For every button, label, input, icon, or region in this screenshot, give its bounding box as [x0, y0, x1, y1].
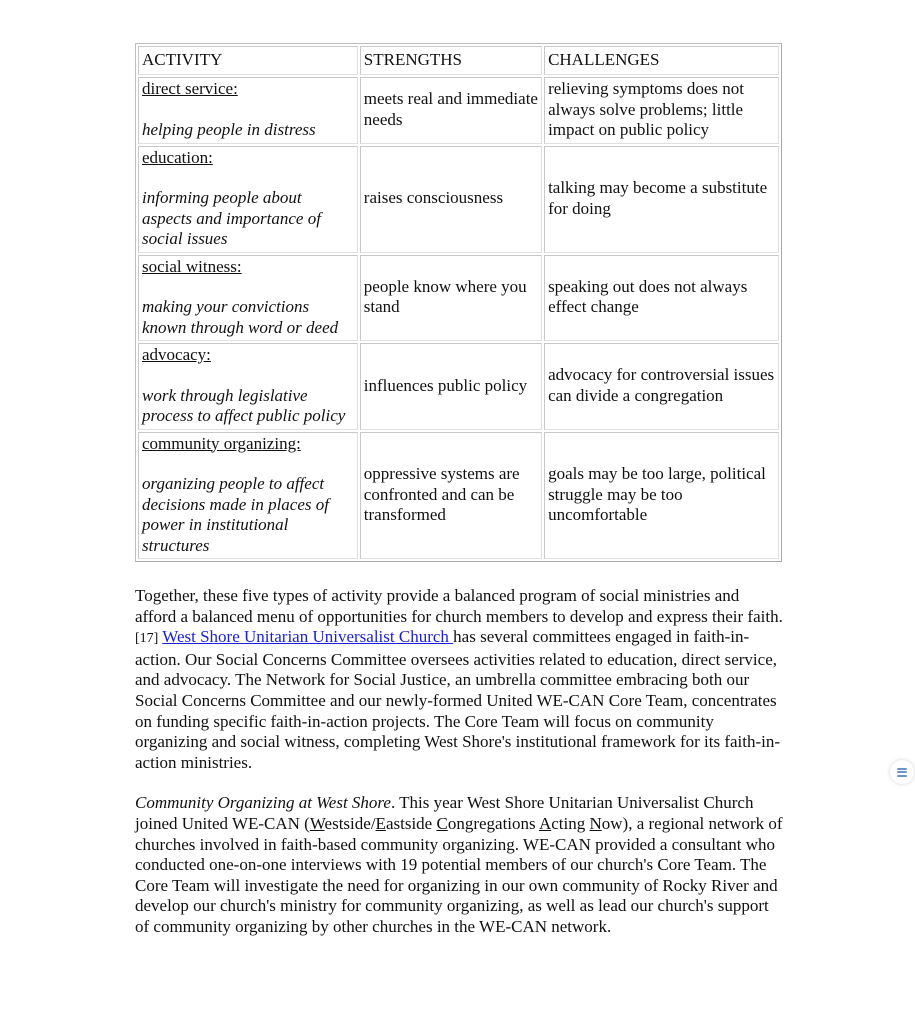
activity-description: work through legislative process to affect public policy	[142, 385, 346, 425]
table-row	[138, 343, 779, 430]
acronym-initial: E	[375, 813, 386, 833]
acronym-word: astside	[385, 813, 437, 833]
activity-name: direct service:	[142, 79, 238, 98]
acronym-word: estside/	[324, 813, 376, 833]
activity-name: social witness:	[142, 256, 242, 276]
table-header-row	[138, 46, 779, 75]
activity-description: organizing people to affect decisions made in places of power in institutional structures	[142, 474, 329, 555]
activity-description: helping people in distress	[142, 119, 316, 139]
strengths-cell: raises consciousness	[360, 146, 542, 253]
paragraph-text: has several committees engaged in faith-in-action. Our Social Concerns Committee oversees activities related to education, direct service, and advocacy. The Network for Social Justice, an umbrella committee embracing both our Social Concerns Committee and our newly-formed United WE-CAN Core Team, concentrates on funding specific faith-in-action projects. The Core Team will focus on community organizing and social witness, completing West Shore's institutional framework for its faith-in-action ministries.	[135, 627, 781, 772]
activity-cell	[138, 146, 358, 253]
table-row	[138, 146, 779, 253]
challenges-cell: goals may be too large, political struggle may be too uncomfortable	[544, 432, 779, 560]
acronym-word: ongregations	[447, 813, 539, 833]
activity-description: making your convictions known through word or deed	[142, 297, 339, 337]
hamburger-menu-icon	[897, 768, 907, 777]
acronym-initial: A	[538, 813, 552, 833]
paragraph-text: ), a regional network of churches involved in faith-based community organizing. WE-CAN provided a consultant who conducted one-on-one interviews with 19 potential members of our church's Core Team. The Core Team will investigate the need for organizing in our own community of Rocky River and develop our church's ministry for community organizing, as well as lead our church's support of community organizing by other churches in the WE-CAN network.	[135, 813, 783, 936]
acronym-word: cting	[551, 813, 590, 833]
activity-name: community organizing:	[142, 433, 301, 453]
paragraph-text: . This year West Shore Unitarian Universalist Church joined United WE-CAN (	[135, 793, 754, 833]
acronym-initial: C	[436, 813, 448, 833]
paragraph-text: Together, these five types of activity provide a balanced program of social ministries and afford a balanced menu of opportunities for church members to develop and express their faith.	[135, 586, 783, 626]
activity-cell	[138, 77, 358, 144]
community-organizing-paragraph	[135, 793, 783, 937]
activity-name: education:	[142, 147, 213, 167]
document-page	[135, 43, 783, 938]
table-row	[138, 77, 779, 144]
table-row	[138, 432, 779, 560]
footnote-reference: [17]	[135, 631, 159, 647]
strengths-cell: oppressive systems are confronted and can be transformed	[360, 432, 542, 560]
header-strengths: STRENGTHS	[360, 46, 542, 75]
strengths-cell: influences public policy	[360, 343, 542, 430]
activity-cell	[138, 255, 358, 342]
section-heading-inline: Community Organizing at West Shore	[135, 793, 391, 813]
header-challenges: CHALLENGES	[544, 46, 779, 75]
west-shore-church-link[interactable]: West Shore Unitarian Universalist Church	[162, 627, 454, 647]
header-activity: ACTIVITY	[138, 46, 358, 75]
activity-cell	[138, 343, 358, 430]
strengths-cell: meets real and immediate needs	[360, 77, 542, 144]
acronym-word: ow	[601, 813, 623, 833]
challenges-cell: speaking out does not always effect change	[544, 255, 779, 342]
strengths-cell: people know where you stand	[360, 255, 542, 342]
activity-description: informing people about aspects and importance of social issues	[142, 188, 321, 248]
acronym-initial: W	[309, 813, 325, 833]
challenges-cell: talking may become a substitute for doing	[544, 146, 779, 253]
table-row	[138, 255, 779, 342]
activities-table	[135, 43, 782, 562]
acronym-initial: N	[589, 813, 602, 833]
summary-paragraph	[135, 586, 783, 773]
floating-menu-button[interactable]	[890, 760, 914, 784]
activity-name: advocacy:	[142, 345, 211, 364]
activity-cell	[138, 432, 358, 560]
challenges-cell: advocacy for controversial issues can divide a congregation	[544, 343, 779, 430]
challenges-cell: relieving symptoms does not always solve problems; little impact on public policy	[544, 77, 779, 144]
